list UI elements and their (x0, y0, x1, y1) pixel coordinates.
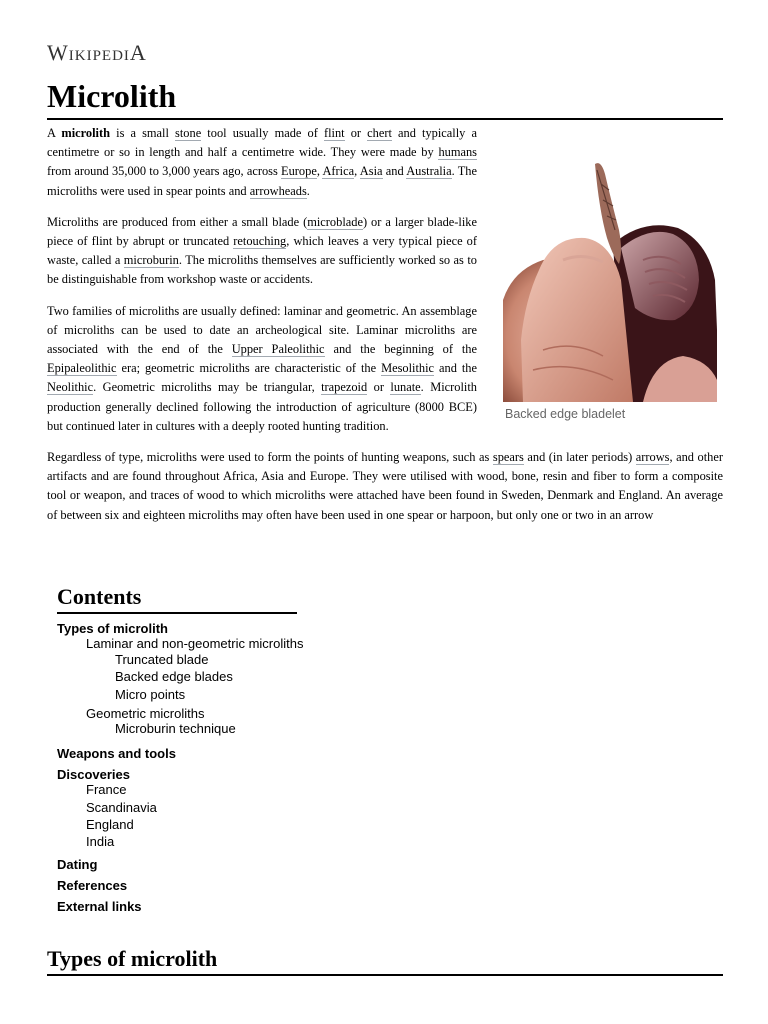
text: or (344, 126, 368, 140)
toc-item-microburin-technique[interactable]: Microburin technique (115, 721, 236, 736)
table-of-contents (57, 584, 297, 622)
toc-item-backed-edge-blades[interactable]: Backed edge blades (115, 669, 233, 684)
text: . Geometric microliths may be triangular, (93, 380, 322, 395)
text: era; geometric microliths are characteristic of the (116, 361, 382, 376)
toc-item-dating[interactable]: Dating (57, 857, 98, 872)
text: and typically a centimetre or so in length and half a centimetre wide. They were made by (47, 126, 477, 160)
link-epipaleolithic[interactable]: Epipaleolithic (47, 361, 117, 376)
text: Microliths are produced from either a small blade ( (47, 214, 308, 229)
text: Regardless of type, microliths were used to form the points of hunting weapons, such as (47, 450, 493, 465)
bladelet-photo-image (503, 160, 717, 402)
link-upper-paleolithic[interactable]: Upper Paleolithic (231, 342, 325, 357)
toc-item-external-links[interactable]: External links (57, 899, 142, 914)
text: , and other artifacts and are found throughout Africa, Asia and Europe. They were utilised with wood, bone, resin and fiber to form a composite tool or weapon, and traces of wood to which microliths were attached have been found in Sweden, Denmark and England. An average of between six and eighteen microliths may often have been used in one spear or harpoon, but only one or two in an arrow (47, 450, 723, 522)
link-arrows[interactable]: arrows (635, 450, 670, 465)
text: A (47, 126, 62, 140)
link-arrowheads[interactable]: arrowheads (249, 183, 307, 198)
text: . Microlith production generally declined following the introduction of agriculture (8000 BCE) but continued later in cultures with a deeply rooted hunting tradition. (47, 380, 477, 433)
toc-item-weapons-and-tools[interactable]: Weapons and tools (57, 746, 176, 761)
link-mesolithic[interactable]: Mesolithic (381, 361, 435, 376)
text: tool usually made of (201, 126, 324, 140)
toc-heading: Contents (57, 584, 297, 614)
text: . The microliths themselves are sufficiently worked so as to be distinguishable from workshop waste or accidents. (47, 253, 477, 287)
toc-item-scandinavia[interactable]: Scandinavia (86, 800, 157, 815)
link-retouching[interactable]: retouching (233, 234, 287, 249)
bold-term: microlith (61, 126, 111, 140)
toc-item-france[interactable]: France (86, 782, 127, 797)
text: . (306, 183, 310, 198)
toc-item-geometric[interactable]: Geometric microliths (86, 706, 205, 721)
page-title: Microlith (47, 76, 723, 120)
link-spears[interactable]: spears (492, 450, 524, 465)
bladelet-photo (503, 160, 717, 402)
link-humans[interactable]: humans (438, 145, 477, 160)
text: Two families of microliths are usually defined: laminar and geometric. An assemblage of microliths can be used to date an archeological site. Laminar microliths are associated with the end of the (47, 303, 477, 357)
link-chert[interactable]: chert (367, 126, 392, 140)
figure (503, 160, 717, 424)
link-australia[interactable]: Australia (406, 164, 452, 179)
link-lunate[interactable]: lunate (390, 380, 421, 395)
paragraph-4 (47, 448, 723, 525)
link-microblade[interactable]: microblade (307, 214, 363, 229)
link-europe[interactable]: Europe (281, 164, 317, 179)
link-microburin[interactable]: microburin (123, 253, 179, 268)
toc-item-types-of-microlith[interactable]: Types of microlith (57, 621, 168, 636)
text: , (354, 164, 360, 179)
text: is a small (110, 126, 176, 140)
text: and (382, 164, 407, 179)
text: . The microliths were used in spear points and (47, 164, 477, 198)
toc-item-laminar[interactable]: Laminar and non-geometric microliths (86, 636, 304, 651)
text: and (in later periods) (523, 450, 636, 465)
text: , (316, 164, 323, 179)
link-flint[interactable]: flint (323, 126, 345, 140)
text: from around 35,000 to 3,000 years ago, across (47, 164, 282, 179)
toc-item-england[interactable]: England (86, 817, 134, 832)
link-neolithic[interactable]: Neolithic (47, 380, 94, 395)
link-trapezoid[interactable]: trapezoid (321, 380, 368, 395)
wikipedia-wordmark: WikipediA (47, 40, 147, 65)
link-stone[interactable]: stone (175, 126, 202, 140)
toc-item-india[interactable]: India (86, 834, 115, 849)
toc-item-references[interactable]: References (57, 878, 128, 893)
text: and the beginning of the (324, 342, 477, 357)
text: ) or a larger blade-like piece of flint by abrupt or truncated (47, 214, 477, 249)
article-body (47, 124, 723, 537)
toc-item-truncated-blade[interactable]: Truncated blade (115, 652, 209, 667)
section-heading-types-of-microlith: Types of microlith (47, 944, 723, 976)
text: , which leaves a very typical piece of waste, called a (47, 234, 477, 268)
link-africa[interactable]: Africa (322, 164, 355, 179)
link-asia[interactable]: Asia (359, 164, 383, 179)
text: and the (434, 361, 477, 376)
toc-item-discoveries[interactable]: Discoveries (57, 767, 130, 782)
figure-caption: Backed edge bladelet (505, 407, 626, 421)
toc-item-micro-points[interactable]: Micro points (115, 687, 186, 702)
text: or (367, 380, 391, 395)
